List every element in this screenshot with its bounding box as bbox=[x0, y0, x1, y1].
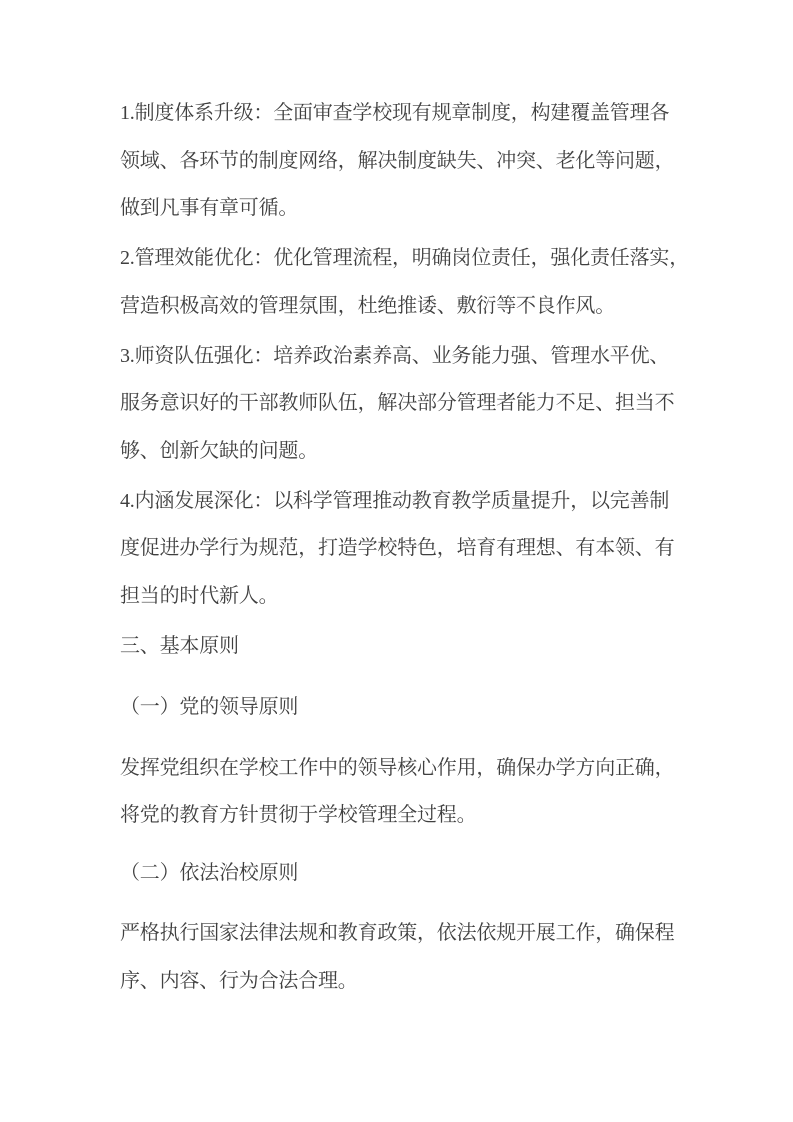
section-heading-basic-principles bbox=[120, 623, 693, 671]
heading-text: 三、基本原则 bbox=[120, 634, 239, 657]
text-line: 严格执行国家法律法规和教育政策，依法依规开展工作，确保程 bbox=[120, 922, 675, 944]
text-line: 将党的教育方针贯彻于学校管理全过程。 bbox=[120, 804, 477, 826]
text-line: 1.制度体系升级：全面审查学校现有规章制度，构建覆盖管理各 bbox=[120, 102, 670, 124]
text-line: 2.管理效能优化：优化管理流程，明确岗位责任，强化责任落实， bbox=[120, 247, 689, 269]
text-line: 度促进办学行为规范，打造学校特色，培育有理想、有本领、有 bbox=[120, 537, 675, 559]
text-line: 序、内容、行为合法合理。 bbox=[120, 969, 358, 992]
text-line: 担当的时代新人。 bbox=[120, 584, 279, 607]
paragraph-1-institution-system bbox=[120, 90, 693, 233]
paragraph-6-rule-of-law-body bbox=[120, 910, 693, 1005]
text-line: 发挥党组织在学校工作中的领导核心作用，确保办学方向正确， bbox=[120, 756, 675, 779]
text-line: 够、创新欠缺的问题。 bbox=[120, 439, 318, 462]
paragraph-3-teacher-team bbox=[120, 333, 693, 476]
text-line: 3.师资队伍强化：培养政治素养高、业务能力强、管理水平优、 bbox=[120, 344, 670, 367]
subheading-party-leadership bbox=[120, 684, 693, 732]
paragraph-2-management-efficiency bbox=[120, 235, 693, 330]
subheading-text: （一）党的领导原则 bbox=[120, 696, 299, 718]
subheading-rule-of-law bbox=[120, 850, 693, 898]
subheading-text: （二）依法治校原则 bbox=[120, 861, 299, 884]
text-line: 领域、各环节的制度网络，解决制度缺失、冲突、老化等问题， bbox=[120, 149, 675, 172]
text-line: 4.内涵发展深化：以科学管理推动教育教学质量提升，以完善制 bbox=[120, 489, 670, 512]
paragraph-4-connotation-development bbox=[120, 478, 693, 621]
text-line: 营造积极高效的管理氛围，杜绝推诿、敷衍等不良作风。 bbox=[120, 294, 615, 317]
text-line: 服务意识好的干部教师队伍，解决部分管理者能力不足、担当不 bbox=[120, 392, 675, 414]
paragraph-5-party-leadership-body bbox=[120, 745, 693, 840]
text-line: 做到凡事有章可循。 bbox=[120, 197, 299, 219]
